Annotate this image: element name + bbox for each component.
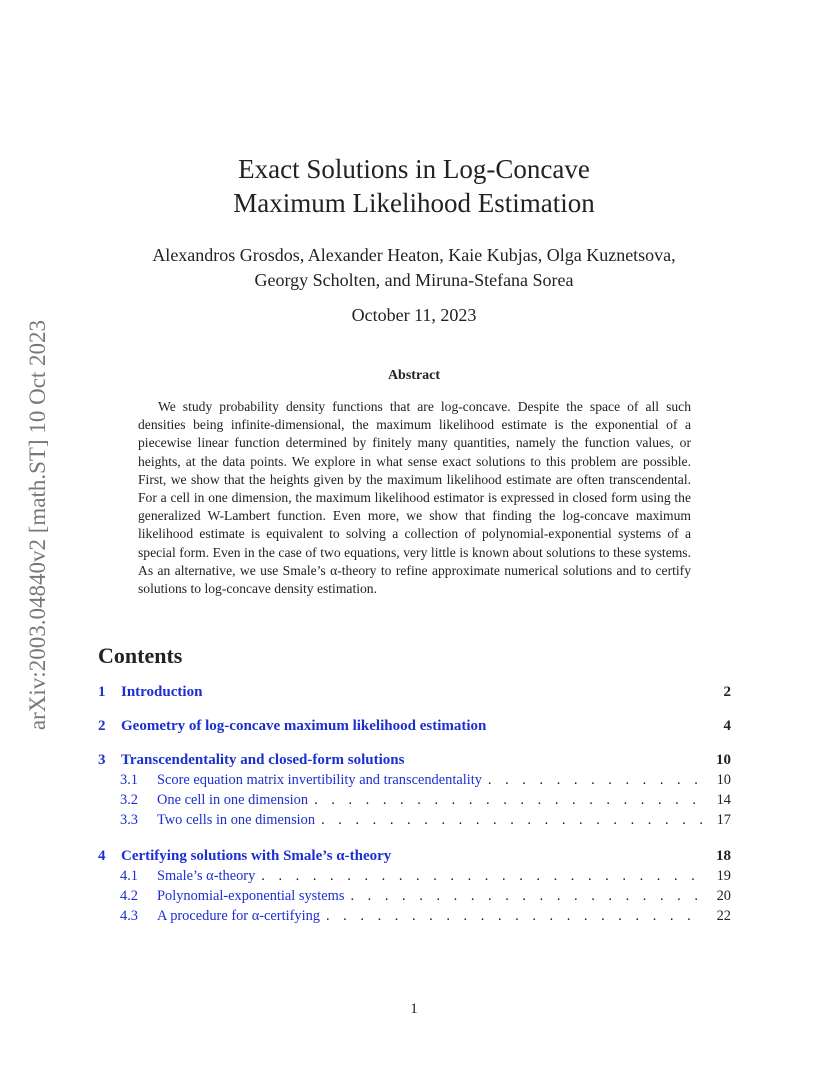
toc-subsection[interactable] (98, 868, 731, 888)
toc-section[interactable] (98, 848, 731, 868)
paper-title (0, 152, 828, 220)
toc-section-title[interactable]: Transcendentality and closed-form solutions (121, 752, 405, 768)
author-list (0, 243, 828, 293)
table-of-contents (98, 684, 731, 928)
toc-subsection[interactable] (98, 772, 731, 792)
toc-subsection[interactable] (98, 888, 731, 908)
title-line: Maximum Likelihood Estimation (233, 188, 595, 218)
author-line: Alexandros Grosdos, Alexander Heaton, Kaie Kubjas, Olga Kuznetsova, (152, 245, 676, 265)
toc-leader-dots (488, 772, 703, 789)
toc-section-number: 1 (98, 684, 106, 700)
author-line: Georgy Scholten, and Miruna-Stefana Sorea (254, 270, 574, 290)
contents-heading: Contents (98, 643, 183, 668)
toc-section-title[interactable]: Geometry of log-concave maximum likelihood estimation (121, 718, 487, 734)
toc-subsection-page: 14 (716, 792, 731, 808)
toc-section-page: 10 (716, 752, 731, 768)
toc-section-page: 2 (723, 684, 731, 700)
toc-subsection-title[interactable]: Two cells in one dimension (157, 812, 316, 828)
toc-subsection-title[interactable]: Smale’s α-theory (157, 868, 256, 884)
toc-subsection-page: 17 (716, 812, 731, 828)
toc-section-title[interactable]: Introduction (121, 684, 203, 700)
toc-section-title[interactable]: Certifying solutions with Smale’s α-theory (121, 848, 392, 864)
toc-section-number: 3 (98, 752, 106, 768)
page-number: 1 (410, 1001, 418, 1017)
arxiv-identifier-text: arXiv:2003.04840v2 [math.ST] 10 Oct 2023 (25, 319, 50, 731)
toc-subsection-page: 19 (716, 868, 731, 884)
toc-subsection-number: 3.2 (120, 792, 138, 808)
toc-section-number: 4 (98, 848, 106, 864)
toc-leader-dots (314, 792, 703, 809)
toc-subsection-number: 3.3 (120, 812, 138, 828)
toc-section[interactable] (98, 752, 731, 772)
toc-section-page: 4 (723, 718, 731, 734)
abstract-text: We study probability density functions that are log-concave. Despite the space of all such densities being infinite-dimensional, the maximum likelihood estimate is the exponential of a piecewise linear function determined by finitely many quantities, namely the function values, or heights, at the data points. We explore in what sense exact solutions to this problem are possible. First, we show that the heights given by the maximum likelihood estimate are often transcendental. For a cell in one dimension, the maximum likelihood estimator is expressed in closed form using the generalized W-Lambert function. Even more, we show that finding the log-concave maximum likelihood estimate is equivalent to solving a collection of polynomial-exponential systems of a special form. Even in the case of two equations, very little is known about solutions to these systems. As an alternative, we use Smale’s α-theory to refine approximate numerical solutions and to certify solutions to log-concave density estimation. (138, 399, 691, 597)
toc-leader-dots (350, 888, 703, 905)
toc-subsection-number: 4.3 (120, 908, 138, 924)
toc-subsection-page: 20 (716, 888, 731, 904)
toc-subsection[interactable] (98, 792, 731, 812)
toc-subsection-title[interactable]: One cell in one dimension (157, 792, 309, 808)
toc-subsection-number: 4.1 (120, 868, 138, 884)
toc-section-page: 18 (716, 848, 731, 864)
toc-section[interactable] (98, 684, 731, 704)
toc-subsection-title[interactable]: Polynomial-exponential systems (157, 888, 345, 904)
paper-date: October 11, 2023 (351, 305, 477, 325)
toc-subsection-title[interactable]: A procedure for α-certifying (157, 908, 320, 924)
toc-subsection-number: 3.1 (120, 772, 138, 788)
toc-leader-dots (261, 868, 703, 885)
toc-leader-dots (326, 908, 703, 925)
toc-section[interactable] (98, 718, 731, 738)
toc-subsection[interactable] (98, 812, 731, 832)
toc-section-number: 2 (98, 718, 106, 734)
arxiv-identifier (24, 275, 52, 775)
toc-subsection[interactable] (98, 908, 731, 928)
toc-leader-dots (321, 812, 703, 829)
toc-subsection-page: 10 (716, 772, 731, 788)
toc-subsection-number: 4.2 (120, 888, 138, 904)
abstract-heading: Abstract (387, 368, 441, 383)
title-line: Exact Solutions in Log-Concave (238, 154, 590, 184)
toc-subsection-page: 22 (716, 908, 731, 924)
toc-subsection-title[interactable]: Score equation matrix invertibility and transcendentality (157, 772, 482, 788)
